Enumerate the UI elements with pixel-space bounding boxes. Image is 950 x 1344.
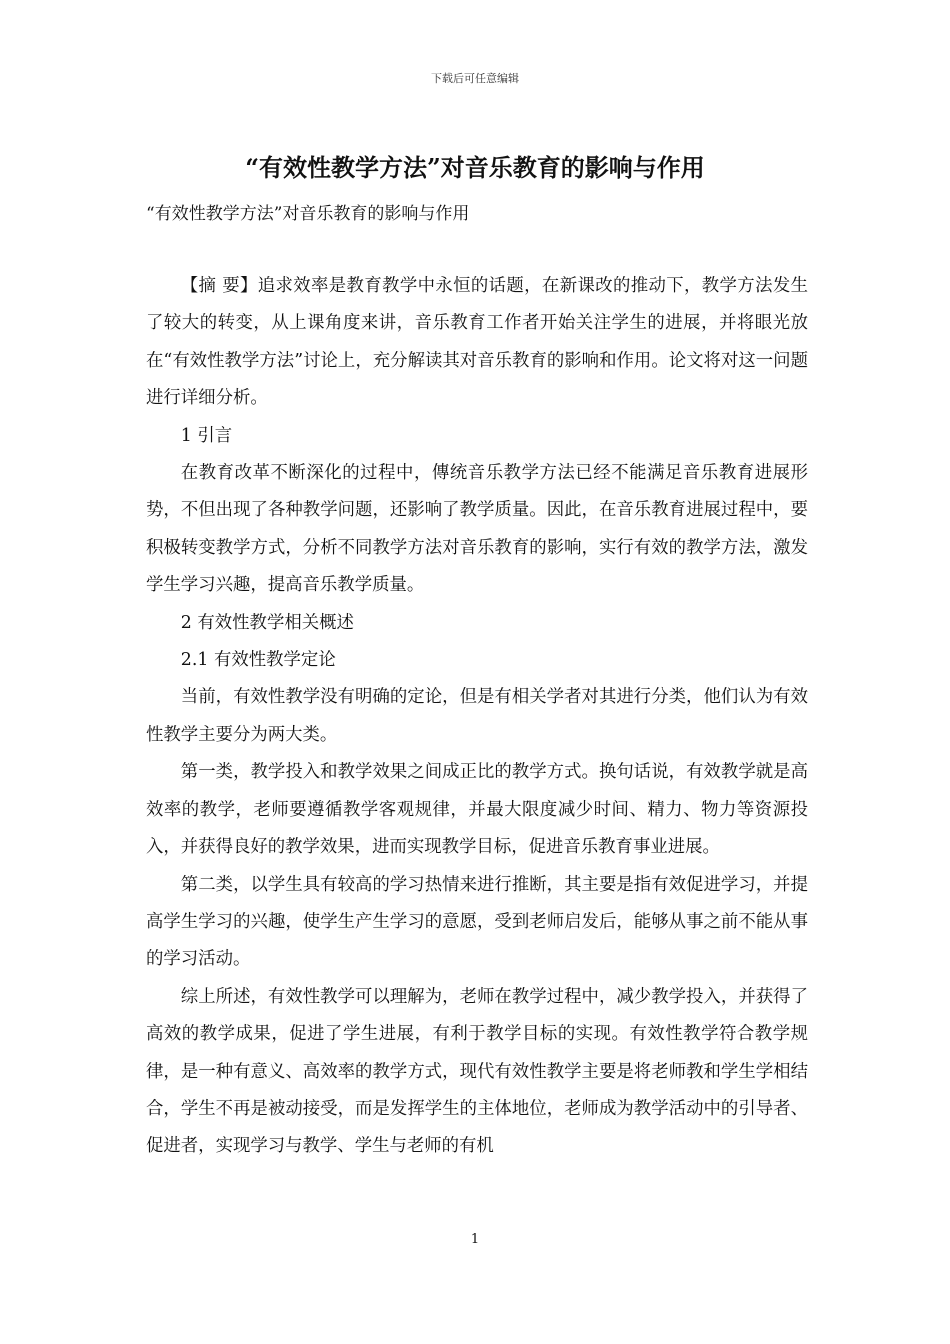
abstract-paragraph: 【摘 要】追求效率是教育教学中永恒的话题，在新课改的推动下，教学方法发生了较大的转变，从上课角度来讲，音乐教育工作者开始关注学生的进展，并将眼光放在“有效性教学方法”讨论上，充分解读其对音乐教育的影响和作用。论文将对这一问题进行详细分析。 [146, 276, 808, 409]
document-body [146, 268, 808, 1166]
section-heading-introduction: 1 引言 [180, 425, 233, 446]
section-heading-overview: 2 有效性教学相关概述 [180, 612, 354, 633]
body-paragraph: 当前，有效性教学没有明确的定论，但是有相关学者对其进行分类，他们认为有效性教学主要分为两大类。 [146, 687, 808, 745]
subsection-heading-definition: 2.1 有效性教学定论 [180, 650, 336, 671]
body-paragraph: 在教育改革不断深化的过程中，傳统音乐教学方法已经不能满足音乐教育进展形势，不但出现了各种教学问题，还影响了教学质量。因此，在音乐教育进展过程中，要积极转变教学方式，分析不同教学方法对音乐教育的影响，实行有效的教学方法，激发学生学习兴趣，提高音乐教学质量。 [146, 463, 808, 596]
document-subtitle: “有效性教学方法”对音乐教育的影响与作用 [146, 204, 470, 224]
body-paragraph: 第一类，教学投入和教学效果之间成正比的教学方式。换句话说，有效教学就是高效率的教学，老师要遵循教学客观规律，并最大限度减少时间、精力、物力等资源投入，并获得良好的教学效果，进而实现教学目标，促进音乐教育事业进展。 [146, 762, 808, 858]
document-title: “有效性教学方法”对音乐教育的影响与作用 [245, 153, 705, 182]
header-note: 下载后可任意编辑 [431, 72, 519, 85]
page-number: 1 [470, 1232, 480, 1247]
body-paragraph: 综上所述，有效性教学可以理解为，老师在教学过程中，减少教学投入，并获得了高效的教学成果，促进了学生进展，有利于教学目标的实现。有效性教学符合教学规律，是一种有意义、高效率的教学方式，现代有效性教学主要是将老师教和学生学相结合，学生不再是被动接受，而是发挥学生的主体地位，老师成为教学活动中的引导者、促进者，实现学习与教学、学生与老师的有机 [146, 986, 808, 1157]
body-paragraph: 第二类，以学生具有较高的学习热情来进行推断，其主要是指有效促进学习，并提高学生学习的兴趣，使学生产生学习的意愿，受到老师启发后，能够从事之前不能从事的学习活动。 [146, 874, 808, 970]
